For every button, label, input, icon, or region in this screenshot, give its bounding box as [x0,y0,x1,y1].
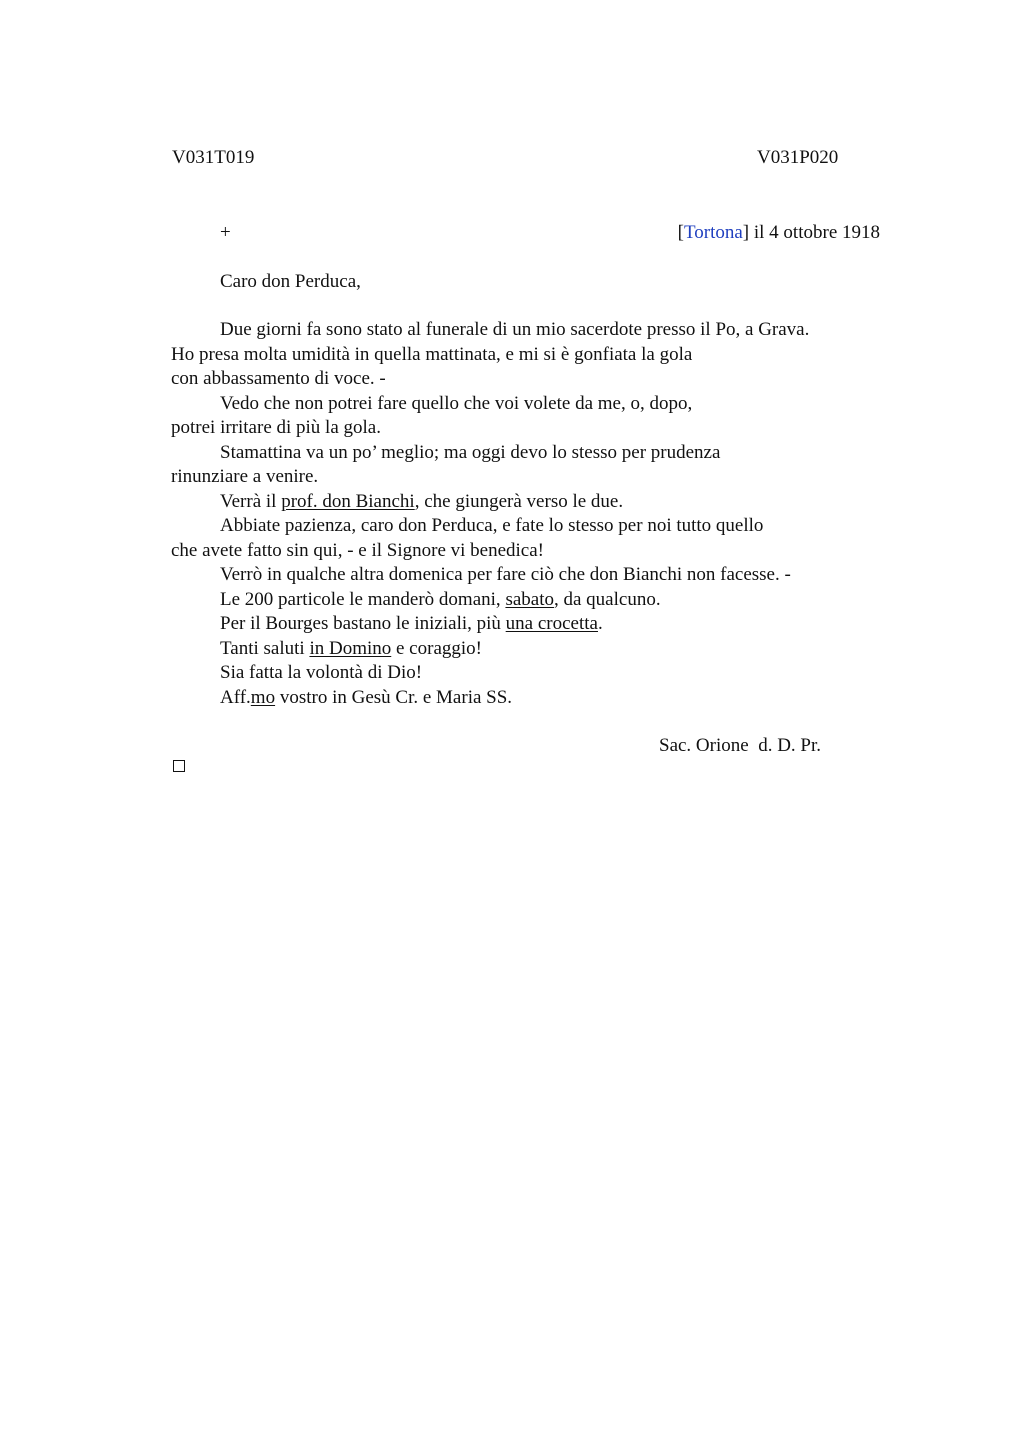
cross-mark: + [220,222,231,243]
body-line-14-text-a: Tanti saluti [220,638,310,659]
body-line-4: Vedo che non potrei fare quello che voi volete da me, o, dopo, [220,393,693,414]
left-document-code: V031T019 [172,147,255,168]
underlined-sabato: sabato [505,589,554,610]
empty-square-icon [173,760,185,772]
date-rest: ] il 4 ottobre 1918 [742,222,880,243]
body-line-16-text-b: vostro in Gesù Cr. e Maria SS. [275,687,513,708]
body-line-3: con abbassamento di voce. - [171,368,386,389]
body-line-8 [220,490,623,514]
body-line-6: Stamattina va un po’ meglio; ma oggi devo lo stesso per prudenza [220,442,721,463]
body-line-9: Abbiate pazienza, caro don Perduca, e fate lo stesso per noi tutto quello [220,515,764,536]
underlined-una-crocetta: una crocetta [505,613,598,634]
body-line-10: che avete fatto sin qui, - e il Signore vi benedica! [171,540,545,561]
body-line-11: Verrò in qualche altra domenica per fare ciò che don Bianchi non facesse. - [220,564,791,585]
body-line-13 [220,612,603,636]
letter-date [678,221,880,245]
body-line-14 [220,637,482,661]
body-line-12 [220,588,661,612]
signature: Sac. Orione d. D. Pr. [659,735,822,756]
date-place: Tortona [683,222,743,243]
underlined-mo: mo [250,687,276,708]
salutation: Caro don Perduca, [220,271,361,292]
body-line-2: Ho presa molta umidità in quella mattinata, e mi si è gonfiata la gola [171,344,693,365]
date-bracket-open: [ [677,222,684,243]
body-line-8-text-b: , che giungerà verso le due. [414,491,624,512]
body-line-13-text-b: . [597,613,603,634]
body-line-12-text-a: Le 200 particole le manderò domani, [220,589,506,610]
body-line-1: Due giorni fa sono stato al funerale di un mio sacerdote presso il Po, a Grava. [220,319,810,340]
body-line-5: potrei irritare di più la gola. [171,417,381,438]
body-line-16 [220,686,512,710]
body-line-7: rinunziare a venire. [171,466,319,487]
body-line-14-text-b: e coraggio! [391,638,482,659]
body-line-15: Sia fatta la volontà di Dio! [220,662,423,683]
body-line-8-text-a: Verrà il [220,491,282,512]
body-line-13-text-a: Per il Bourges bastano le iniziali, più [220,613,506,634]
body-line-16-text-a: Aff. [220,687,251,708]
underlined-in-domino: in Domino [309,638,392,659]
right-document-code: V031P020 [757,147,839,168]
body-line-12-text-b: , da qualcuno. [553,589,661,610]
underlined-prof-don-bianchi: prof. don Bianchi [281,491,415,512]
